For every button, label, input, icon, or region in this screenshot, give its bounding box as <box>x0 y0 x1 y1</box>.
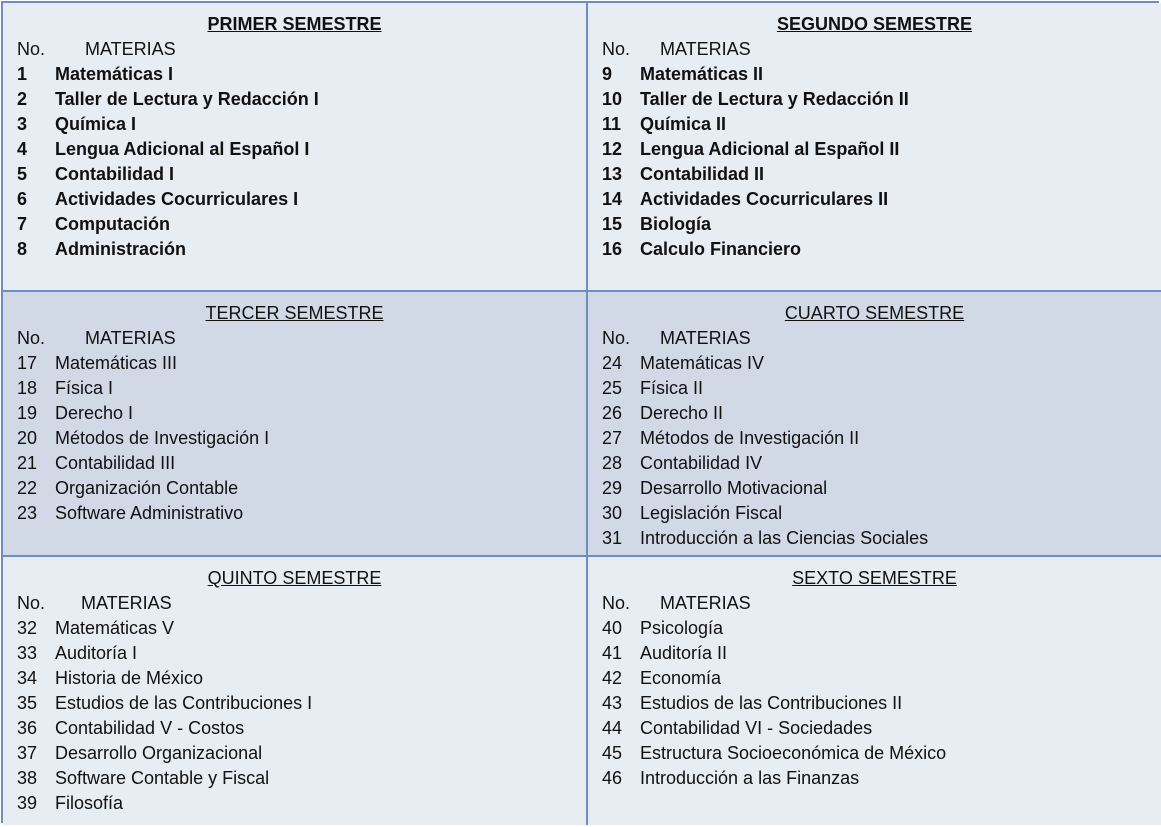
subject-row <box>17 112 586 137</box>
subject-name: Estructura Socioeconómica de México <box>640 743 947 763</box>
semester-title: PRIMER SEMESTRE <box>207 14 382 34</box>
subject-number: 5 <box>17 164 28 184</box>
subject-row <box>602 526 1161 551</box>
subject-row <box>17 212 586 237</box>
semester-cell-4 <box>588 292 1161 557</box>
subject-row <box>602 766 1161 791</box>
column-header-materias: MATERIAS <box>85 328 176 348</box>
column-header-no: No. <box>602 39 631 59</box>
column-header <box>602 37 1161 62</box>
subject-row <box>17 791 586 816</box>
subject-name: Física I <box>55 378 114 398</box>
column-header <box>17 591 586 616</box>
subject-name: Lengua Adicional al Español I <box>55 139 310 159</box>
subject-number: 24 <box>602 353 623 373</box>
semester-cell-6 <box>588 557 1161 825</box>
subject-name: Organización Contable <box>55 478 239 498</box>
subject-number: 42 <box>602 668 623 688</box>
subject-number: 15 <box>602 214 623 234</box>
subject-row <box>602 112 1161 137</box>
subject-number: 40 <box>602 618 623 638</box>
subject-name: Calculo Financiero <box>640 239 802 259</box>
subject-name: Biología <box>640 214 711 234</box>
column-header-materias: MATERIAS <box>660 328 751 348</box>
subject-row <box>602 237 1161 262</box>
subject-number: 37 <box>17 743 38 763</box>
column-header-no: No. <box>602 593 631 613</box>
subject-row <box>602 501 1161 526</box>
subject-name: Actividades Cocurriculares I <box>55 189 299 209</box>
subject-number: 31 <box>602 528 623 548</box>
subject-row <box>17 616 586 641</box>
subject-number: 36 <box>17 718 38 738</box>
subject-number: 4 <box>17 139 28 159</box>
subject-row <box>602 401 1161 426</box>
subject-number: 33 <box>17 643 38 663</box>
subject-row <box>17 766 586 791</box>
semester-title: QUINTO SEMESTRE <box>207 568 382 588</box>
semester-cell-3 <box>3 292 588 557</box>
column-header <box>17 326 586 351</box>
subject-name: Contabilidad VI - Sociedades <box>640 718 873 738</box>
column-header <box>17 37 586 62</box>
subject-number: 16 <box>602 239 623 259</box>
subject-number: 34 <box>17 668 38 688</box>
subject-row <box>17 476 586 501</box>
subject-name: Matemáticas II <box>640 64 764 84</box>
subject-row <box>17 376 586 401</box>
column-header-materias: MATERIAS <box>660 593 751 613</box>
subject-name: Matemáticas IV <box>640 353 765 373</box>
subject-name: Administración <box>55 239 187 259</box>
subject-number: 7 <box>17 214 28 234</box>
subject-number: 44 <box>602 718 623 738</box>
subject-row <box>17 641 586 666</box>
subject-row <box>17 162 586 187</box>
subject-row <box>602 741 1161 766</box>
subject-name: Software Administrativo <box>55 503 244 523</box>
column-header-no: No. <box>17 593 46 613</box>
subject-number: 28 <box>602 453 623 473</box>
subject-number: 13 <box>602 164 623 184</box>
subject-number: 46 <box>602 768 623 788</box>
subject-name: Contabilidad I <box>55 164 174 184</box>
subject-row <box>602 451 1161 476</box>
subject-row <box>17 451 586 476</box>
column-header-no: No. <box>17 39 46 59</box>
subject-name: Auditoría I <box>55 643 138 663</box>
semester-table <box>1 1 1159 823</box>
subject-name: Desarrollo Organizacional <box>55 743 263 763</box>
subject-name: Taller de Lectura y Redacción II <box>640 89 909 109</box>
subject-name: Legislación Fiscal <box>640 503 783 523</box>
subject-number: 18 <box>17 378 38 398</box>
subject-number: 10 <box>602 89 623 109</box>
subject-row <box>17 426 586 451</box>
subject-row <box>17 401 586 426</box>
subject-row <box>602 641 1161 666</box>
semester-cell-5 <box>3 557 588 825</box>
subject-name: Métodos de Investigación I <box>55 428 270 448</box>
subject-name: Matemáticas I <box>55 64 174 84</box>
column-header <box>602 591 1161 616</box>
subject-number: 39 <box>17 793 38 813</box>
subject-row <box>602 62 1161 87</box>
column-header-materias: MATERIAS <box>660 39 751 59</box>
subject-name: Química II <box>640 114 727 134</box>
subject-row <box>17 187 586 212</box>
subject-number: 26 <box>602 403 623 423</box>
subject-number: 30 <box>602 503 623 523</box>
column-header-no: No. <box>602 328 631 348</box>
subject-name: Filosofía <box>55 793 124 813</box>
subject-number: 9 <box>602 64 613 84</box>
subject-row <box>602 426 1161 451</box>
semester-title: SEGUNDO SEMESTRE <box>776 14 973 34</box>
subject-name: Contabilidad II <box>640 164 764 184</box>
subject-name: Química I <box>55 114 137 134</box>
subject-number: 22 <box>17 478 38 498</box>
subject-name: Métodos de Investigación II <box>640 428 860 448</box>
subject-row <box>17 62 586 87</box>
subject-row <box>602 476 1161 501</box>
subject-number: 43 <box>602 693 623 713</box>
subject-number: 27 <box>602 428 623 448</box>
subject-name: Matemáticas III <box>55 353 178 373</box>
subject-row <box>602 87 1161 112</box>
subject-number: 8 <box>17 239 28 259</box>
subject-number: 38 <box>17 768 38 788</box>
column-header <box>602 326 1161 351</box>
column-header-materias: MATERIAS <box>85 39 176 59</box>
subject-number: 25 <box>602 378 623 398</box>
column-header-no: No. <box>17 328 46 348</box>
subject-row <box>602 137 1161 162</box>
subject-name: Desarrollo Motivacional <box>640 478 828 498</box>
subject-name: Derecho I <box>55 403 134 423</box>
subject-name: Historia de México <box>55 668 204 688</box>
subject-row <box>602 716 1161 741</box>
subject-name: Contabilidad IV <box>640 453 763 473</box>
subject-number: 3 <box>17 114 28 134</box>
subject-row <box>602 376 1161 401</box>
subject-number: 14 <box>602 189 623 209</box>
subject-name: Contabilidad V - Costos <box>55 718 245 738</box>
subject-row <box>602 162 1161 187</box>
subject-name: Física II <box>640 378 704 398</box>
subject-number: 23 <box>17 503 38 523</box>
subject-name: Computación <box>55 214 170 234</box>
subject-number: 21 <box>17 453 38 473</box>
subject-name: Software Contable y Fiscal <box>55 768 270 788</box>
semester-cell-1 <box>3 3 588 292</box>
subject-number: 32 <box>17 618 38 638</box>
column-header-materias: MATERIAS <box>81 593 172 613</box>
subject-name: Introducción a las Finanzas <box>640 768 860 788</box>
subject-name: Lengua Adicional al Español II <box>640 139 900 159</box>
subject-name: Economía <box>640 668 722 688</box>
subject-row <box>602 666 1161 691</box>
subject-row <box>17 237 586 262</box>
subject-row <box>602 691 1161 716</box>
subject-row <box>17 501 586 526</box>
subject-row <box>602 616 1161 641</box>
subject-row <box>602 212 1161 237</box>
subject-row <box>602 187 1161 212</box>
subject-row <box>17 691 586 716</box>
semester-title: TERCER SEMESTRE <box>205 303 384 323</box>
semester-cell-2 <box>588 3 1161 292</box>
subject-row <box>17 351 586 376</box>
subject-number: 1 <box>17 64 28 84</box>
subject-number: 35 <box>17 693 38 713</box>
subject-number: 29 <box>602 478 623 498</box>
semester-title: CUARTO SEMESTRE <box>784 303 965 323</box>
subject-number: 17 <box>17 353 38 373</box>
subject-name: Estudios de las Contribuciones II <box>640 693 903 713</box>
subject-name: Estudios de las Contribuciones I <box>55 693 313 713</box>
subject-number: 41 <box>602 643 623 663</box>
subject-number: 45 <box>602 743 623 763</box>
subject-number: 6 <box>17 189 28 209</box>
subject-number: 11 <box>602 114 622 134</box>
subject-name: Derecho II <box>640 403 724 423</box>
subject-name: Psicología <box>640 618 724 638</box>
subject-row <box>17 741 586 766</box>
subject-name: Actividades Cocurriculares II <box>640 189 889 209</box>
subject-number: 2 <box>17 89 28 109</box>
subject-name: Taller de Lectura y Redacción I <box>55 89 319 109</box>
subject-row <box>17 716 586 741</box>
subject-row <box>17 137 586 162</box>
subject-row <box>17 666 586 691</box>
subject-name: Auditoría II <box>640 643 728 663</box>
subject-row <box>602 351 1161 376</box>
subject-name: Contabilidad III <box>55 453 176 473</box>
subject-number: 19 <box>17 403 38 423</box>
subject-number: 20 <box>17 428 38 448</box>
subject-name: Matemáticas V <box>55 618 175 638</box>
subject-row <box>17 87 586 112</box>
subject-name: Introducción a las Ciencias Sociales <box>640 528 929 548</box>
subject-number: 12 <box>602 139 623 159</box>
semester-title: SEXTO SEMESTRE <box>792 568 957 588</box>
